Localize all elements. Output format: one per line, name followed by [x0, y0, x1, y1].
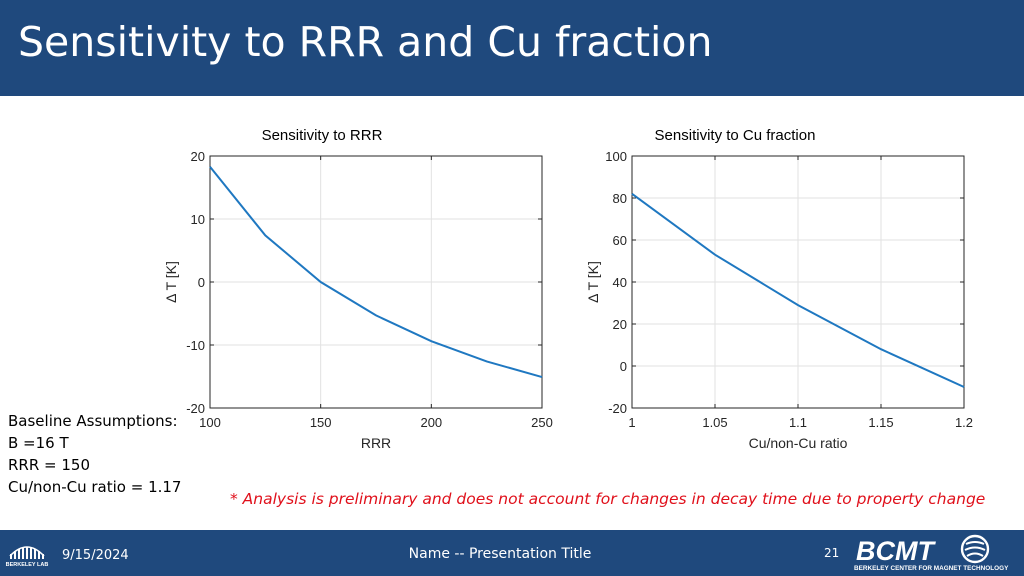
baseline-cu-ratio: Cu/non-Cu ratio = 1.17 [8, 478, 182, 496]
bcmt-logo-subtitle: BERKELEY CENTER FOR MAGNET TECHNOLOGY [854, 565, 1009, 572]
x-tick-label: 150 [309, 415, 332, 430]
title-bar [0, 0, 1024, 96]
y-tick-label: 0 [197, 275, 205, 290]
y-tick-label: -20 [608, 401, 627, 416]
page-number: 21 [824, 546, 840, 560]
x-tick-label: 250 [531, 415, 553, 430]
x-tick-label: 100 [199, 415, 221, 430]
slide-title: Sensitivity to RRR and Cu fraction [18, 18, 713, 66]
y-tick-label: 80 [612, 191, 627, 206]
x-tick-label: 1 [628, 415, 636, 430]
baseline-heading: Baseline Assumptions: [8, 412, 178, 430]
x-axis-label: Cu/non-Cu ratio [748, 435, 848, 451]
y-tick-label: 20 [612, 317, 627, 332]
y-tick-label: 20 [190, 149, 205, 164]
baseline-rrr: RRR = 150 [8, 456, 91, 474]
chart-cu-fraction [585, 127, 973, 451]
y-tick-label: -10 [186, 338, 205, 353]
footer-bar [0, 530, 1024, 576]
y-tick-label: 40 [612, 275, 627, 290]
footer-title: Name -- Presentation Title [408, 546, 592, 562]
x-tick-label: 1.2 [954, 415, 974, 430]
y-tick-label: 0 [619, 359, 627, 374]
x-tick-label: 200 [420, 415, 443, 430]
x-tick-label: 1.1 [788, 415, 808, 430]
footer-date: 9/15/2024 [62, 548, 129, 563]
chart-title: Sensitivity to Cu fraction [654, 127, 816, 144]
y-axis-label: Δ T [K] [585, 261, 601, 303]
baseline-assumptions [8, 410, 181, 498]
preliminary-note: * Analysis is preliminary and does not account for changes in decay time due to property change [230, 490, 986, 508]
bcmt-logo [852, 532, 1020, 574]
x-tick-label: 1.05 [702, 415, 728, 430]
y-tick-label: -20 [186, 401, 205, 416]
y-axis-label: Δ T [K] [163, 261, 179, 303]
x-tick-label: 1.15 [868, 415, 894, 430]
baseline-b-field: B =16 T [8, 434, 69, 452]
chart-rrr [163, 127, 553, 451]
bcmt-logo-text: BCMT [856, 536, 934, 566]
y-tick-label: 10 [190, 212, 205, 227]
y-tick-label: 100 [605, 149, 627, 164]
x-axis-label: RRR [360, 435, 392, 451]
berkeley-lab-logo-text: BERKELEY LAB [5, 562, 49, 568]
chart-title: Sensitivity to RRR [261, 127, 383, 144]
y-tick-label: 60 [612, 233, 627, 248]
bcmt-emblem-icon [960, 534, 990, 564]
